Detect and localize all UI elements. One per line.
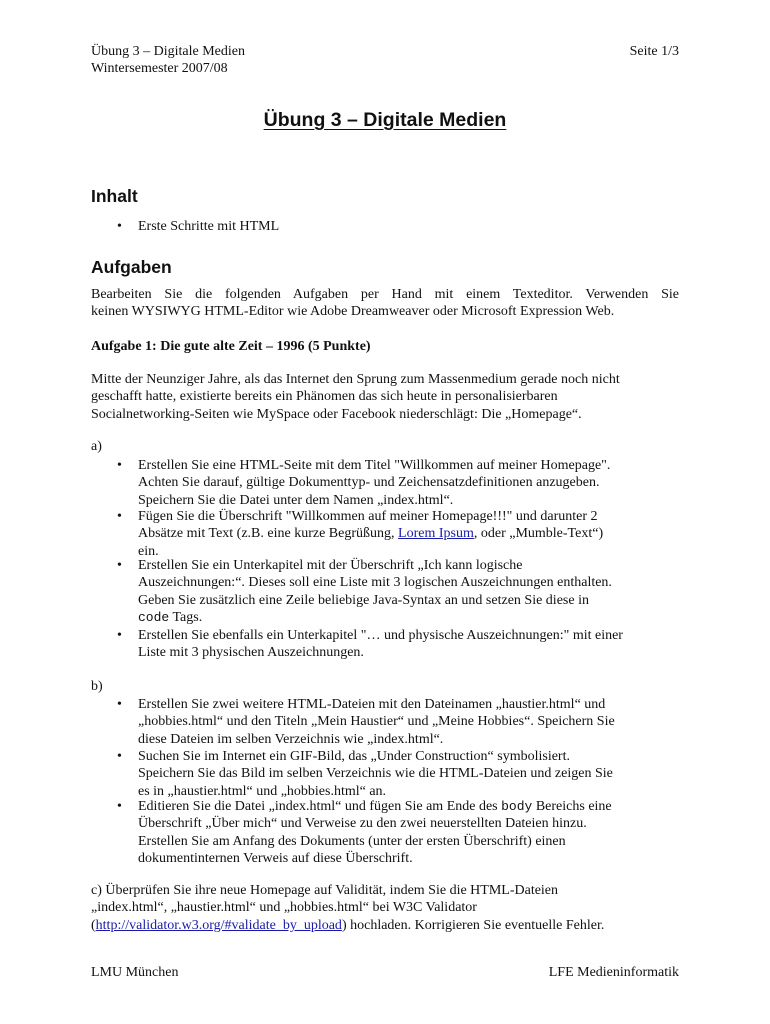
text-line: dokumentinternen Verweis auf diese Überschrift. xyxy=(138,851,413,867)
text-line: Liste mit 3 physischen Auszeichnungen. xyxy=(138,645,364,661)
header-page-number: Seite 1/3 xyxy=(629,44,679,59)
text-line: Speichern Sie die Datei unter dem Namen „index.html“. xyxy=(138,492,454,508)
validator-link[interactable]: http://validator.w3.org/#validate_by_upload xyxy=(95,917,342,933)
page-title: Übung 3 – Digitale Medien xyxy=(263,109,507,131)
aufgabe1-paragraph xyxy=(91,371,620,423)
text-fragment: Absätze mit Text (z.B. eine kurze Begrüßung, xyxy=(138,526,399,542)
text-line: „hobbies.html“ und den Titeln „Mein Haustier“ und „Meine Hobbies“. Speichern Sie xyxy=(138,714,615,730)
inhalt-item: Erste Schritte mit HTML xyxy=(138,219,280,234)
code-keyword: code xyxy=(138,610,170,626)
bullet-icon: • xyxy=(117,219,122,234)
code-keyword: body xyxy=(501,799,533,814)
part-c-paragraph xyxy=(91,882,604,934)
lorem-ipsum-link[interactable]: Lorem Ipsum xyxy=(398,526,474,542)
text-line: geschafft hatte, existierte bereits ein Phänomen das sich heute in personalisierbaren xyxy=(91,389,558,405)
part-a-label: a) xyxy=(91,439,102,454)
text-fragment: ) hochladen. Korrigieren Sie eventuelle Fehler. xyxy=(341,917,605,933)
bullet-icon: • xyxy=(117,799,122,814)
text-line: Suchen Sie im Internet ein GIF-Bild, das „Under Construction“ symbolisiert. xyxy=(138,749,570,764)
text-line: Speichern Sie das Bild im selben Verzeichnis wie die HTML-Dateien und zeigen Sie xyxy=(138,766,613,782)
text-line: diese Dateien im selben Verzeichnis wie „index.html“. xyxy=(138,731,444,747)
part-a-item-3 xyxy=(138,557,612,627)
text-line: Überschrift „Über mich“ und Verweise zu den zwei neuerstellten Dateien hinzu. xyxy=(138,816,587,832)
text-line xyxy=(138,798,612,815)
text-line xyxy=(138,525,603,542)
text-line: es in „haustier.html“ und „hobbies.html“ an. xyxy=(138,783,387,799)
text-line: Erstellen Sie eine HTML-Seite mit dem Titel "Willkommen auf meiner Homepage". xyxy=(138,458,611,473)
part-a-item-1 xyxy=(138,457,610,509)
text-fragment: Bereichs eine xyxy=(532,799,612,814)
text-line: keinen WYSIWYG HTML-Editor wie Adobe Dreamweaver oder Microsoft Expression Web. xyxy=(91,304,615,320)
text-line: Mitte der Neunziger Jahre, als das Internet den Sprung zum Massenmedium gerade noch nicht xyxy=(91,372,620,387)
part-a-item-2 xyxy=(138,508,603,560)
part-b-item-1 xyxy=(138,696,615,748)
text-line: Fügen Sie die Überschrift "Willkommen auf meiner Homepage!!!" und darunter 2 xyxy=(138,509,598,524)
text-line: Bearbeiten Sie die folgenden Aufgaben per Hand mit einem Texteditor. Verwenden Sie xyxy=(91,287,679,302)
text-line: Erstellen Sie am Anfang des Dokuments (unter der ersten Überschrift) einen xyxy=(138,833,566,849)
text-line: Erstellen Sie ebenfalls ein Unterkapitel "… und physische Auszeichnungen:" mit einer xyxy=(138,628,623,643)
text-line: „index.html“, „haustier.html“ und „hobbies.html“ bei W3C Validator xyxy=(91,900,477,916)
aufgaben-intro xyxy=(91,286,679,321)
text-fragment: Tags. xyxy=(169,610,203,626)
part-b-item-2 xyxy=(138,748,613,800)
text-line xyxy=(138,609,612,626)
section-heading-inhalt: Inhalt xyxy=(91,186,138,206)
text-fragment: , oder „Mumble-Text“) xyxy=(473,526,604,542)
aufgabe1-heading: Aufgabe 1: Die gute alte Zeit – 1996 (5 Punkte) xyxy=(91,339,371,354)
text-line: c) Überprüfen Sie ihre neue Homepage auf Validität, indem Sie die HTML-Dateien xyxy=(91,883,559,898)
part-b-label: b) xyxy=(91,679,103,694)
bullet-icon: • xyxy=(117,558,122,573)
text-line: Erstellen Sie ein Unterkapitel mit der Überschrift „Ich kann logische xyxy=(138,558,523,573)
text-fragment: Editieren Sie die Datei „index.html“ und fügen Sie am Ende des xyxy=(138,799,502,814)
header-semester: Wintersemester 2007/08 xyxy=(91,61,228,76)
part-a-item-4 xyxy=(138,627,623,662)
header-course: Übung 3 – Digitale Medien xyxy=(91,44,245,59)
header-left xyxy=(91,43,245,77)
text-line: Achten Sie darauf, gültige Dokumenttyp- und Zeichensatzdefinitionen anzugeben. xyxy=(138,475,600,491)
text-line xyxy=(91,917,604,934)
part-b-item-3 xyxy=(138,798,612,868)
bullet-icon: • xyxy=(117,697,122,712)
text-line: Socialnetworking-Seiten wie MySpace oder Facebook niederschlägt: Die „Homepage“. xyxy=(91,406,582,422)
bullet-icon: • xyxy=(117,749,122,764)
text-line: Geben Sie zusätzlich eine Zeile beliebige Java-Syntax an und setzen Sie diese in xyxy=(138,592,589,608)
section-heading-aufgaben: Aufgaben xyxy=(91,257,172,277)
text-line: Auszeichnungen:“. Dieses soll eine Liste mit 3 logischen Auszeichnungen enthalten. xyxy=(138,575,612,591)
footer-left: LMU München xyxy=(91,965,179,980)
bullet-icon: • xyxy=(117,628,122,643)
text-line: ein. xyxy=(138,543,159,559)
bullet-icon: • xyxy=(117,458,122,473)
text-line: Erstellen Sie zwei weitere HTML-Dateien mit den Dateinamen „haustier.html“ und xyxy=(138,697,606,712)
bullet-icon: • xyxy=(117,509,122,524)
text-fragment: ( xyxy=(91,917,96,933)
footer-right: LFE Medieninformatik xyxy=(548,965,679,980)
